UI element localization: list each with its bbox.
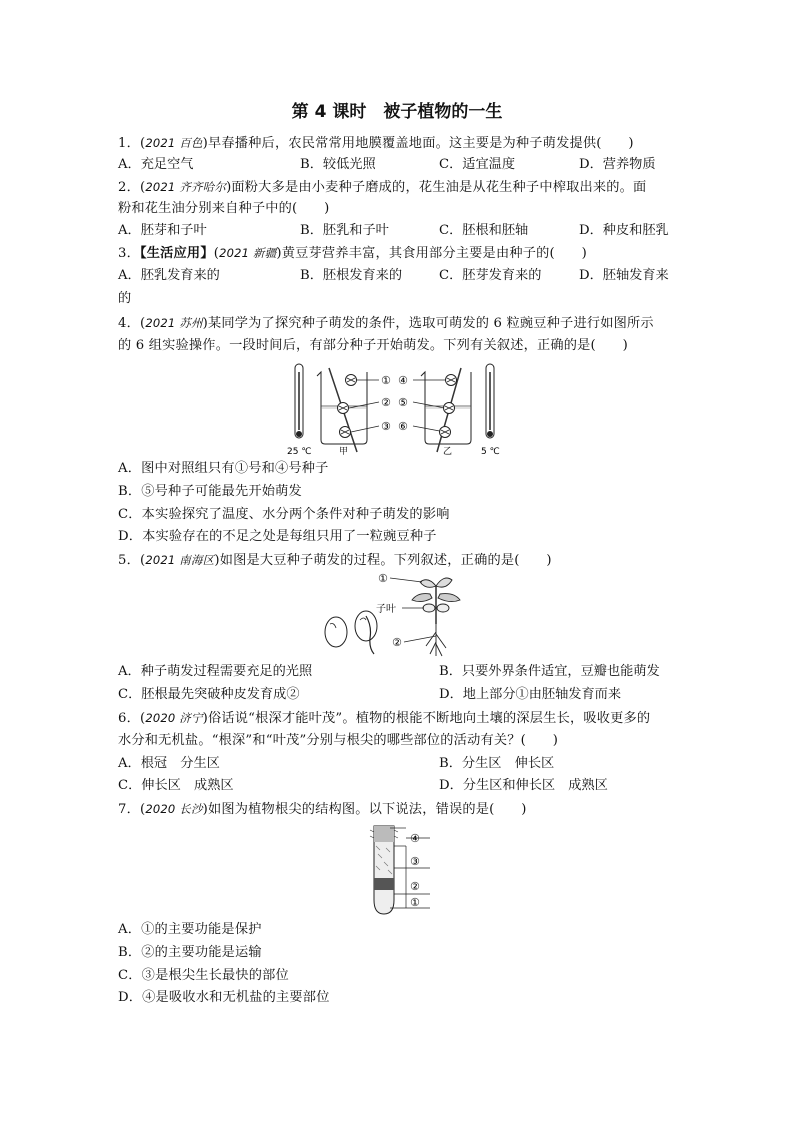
question-6-stem: 6．(2020 济宁)俗话说“根深才能叶茂”。植物的根能不断地向土壤的深层生长，吸收更多的	[118, 711, 651, 726]
option-a[interactable]: A．胚乳发育来的	[118, 268, 220, 283]
question-4-option-a[interactable]: A．图中对照组只有①号和④号种子	[118, 461, 329, 476]
germinating-seed-icon	[355, 611, 377, 654]
question-6-options-row1	[118, 754, 678, 774]
question-5-options-row1	[118, 662, 678, 682]
question-4-option-d[interactable]: D．本实验存在的不足之处是每组只用了一粒豌豆种子	[118, 529, 437, 544]
question-4-stem: 4．(2021 苏州)某同学为了探究种子萌发的条件，选取可萌发的 6 粒豌豆种子进行如图所示	[118, 316, 654, 331]
beaker-yi-label: 乙	[443, 447, 453, 457]
question-4-option-b[interactable]: B．⑤号种子可能最先开始萌发	[118, 484, 302, 499]
label-1: ①	[381, 374, 391, 387]
beaker-yi-icon	[421, 368, 471, 452]
question-3-stem: 3．【生活应用】(2021 新疆)黄豆芽营养丰富，其食用部分主要是由种子的( )	[118, 246, 587, 261]
question-5-stem: 5．(2021 南海区)如图是大豆种子萌发的过程。下列叙述，正确的是( )	[118, 553, 552, 568]
question-7-option-c[interactable]: C．③是根尖生长最快的部位	[118, 968, 289, 983]
temp-right-label: 5 ℃	[481, 447, 500, 457]
question-1-options	[118, 155, 678, 175]
root-tip-figure	[368, 822, 436, 918]
label-1: ①	[378, 572, 388, 585]
question-4-option-c[interactable]: C．本实验探究了温度、水分两个条件对种子萌发的影响	[118, 507, 450, 522]
question-7-stem: 7．(2020 长沙)如图为植物根尖的结构图。以下说法，错误的是( )	[118, 802, 527, 817]
question-2-options	[118, 221, 678, 241]
option-c[interactable]: C．胚根和胚轴	[439, 223, 529, 238]
option-d[interactable]: D．营养物质	[579, 157, 656, 172]
question-4-stem-line2: 的 6 组实验操作。一段时间后，有部分种子开始萌发。下列有关叙述，正确的是( )	[118, 338, 629, 353]
option-c[interactable]: C．胚根最先突破种皮发育成②	[118, 687, 300, 702]
root-tip-icon	[370, 826, 398, 914]
question-5-options-row2	[118, 685, 678, 705]
option-b[interactable]: B．分生区 伸长区	[439, 756, 555, 771]
question-7-option-d[interactable]: D．④是吸收水和无机盐的主要部位	[118, 990, 330, 1005]
label-4: ④	[410, 832, 420, 845]
label-1: ①	[410, 896, 420, 909]
label-5: ⑤	[398, 396, 408, 409]
germination-experiment-figure	[285, 360, 510, 458]
question-6-options-row2	[118, 776, 678, 796]
option-a[interactable]: A．充足空气	[118, 157, 194, 172]
label-6: ⑥	[398, 420, 408, 433]
option-d[interactable]: D．种皮和胚乳	[579, 223, 669, 238]
label-3: ③	[410, 855, 420, 868]
option-c[interactable]: C．胚芽发育来的	[439, 268, 542, 283]
label-2: ②	[381, 396, 391, 409]
option-b[interactable]: B．胚根发育来的	[300, 268, 403, 283]
option-b[interactable]: B．较低光照	[300, 157, 376, 172]
option-a[interactable]: A．胚芽和子叶	[118, 223, 207, 238]
label-2: ②	[392, 636, 402, 649]
option-b[interactable]: B．只要外界条件适宜，豆瓣也能萌发	[439, 664, 660, 679]
option-d[interactable]: D．胚轴发育来	[579, 268, 669, 283]
question-7-option-b[interactable]: B．②的主要功能是运输	[118, 945, 262, 960]
option-c[interactable]: C．伸长区 成熟区	[118, 778, 234, 793]
thermometer-right-icon	[486, 364, 494, 438]
page-title: 第 4 课时 被子植物的一生	[291, 102, 503, 122]
question-3-options	[118, 266, 678, 286]
soybean-germination-figure	[320, 572, 500, 658]
question-2-stem-line2: 粉和花生油分别来自种子中的( )	[118, 201, 330, 216]
question-2-stem: 2．(2021 齐齐哈尔)面粉大多是由小麦种子磨成的，花生油是从花生种子中榨取出来的。面	[118, 180, 647, 195]
soybean-seed-icon	[325, 617, 347, 647]
label-3: ③	[381, 420, 391, 433]
option-a[interactable]: A．种子萌发过程需要充足的光照	[118, 664, 313, 679]
label-2: ②	[410, 880, 420, 893]
option-d[interactable]: D．地上部分①由胚轴发育而来	[439, 687, 622, 702]
label-4: ④	[398, 374, 408, 387]
thermometer-left-icon	[295, 364, 303, 438]
beaker-jia-label: 甲	[339, 447, 349, 457]
question-6-stem-line2: 水分和无机盐。“根深”和“叶茂”分别与根尖的哪些部位的活动有关？( )	[118, 733, 559, 748]
option-d[interactable]: D．分生区和伸长区 成熟区	[439, 778, 608, 793]
question-3-option-d-tail: 的	[118, 291, 132, 306]
option-a[interactable]: A．根冠 分生区	[118, 756, 220, 771]
label-ziye: 子叶	[376, 604, 396, 615]
seedling-icon	[412, 578, 460, 656]
beaker-jia-icon	[317, 368, 367, 452]
temp-left-label: 25 ℃	[287, 447, 312, 457]
option-c[interactable]: C．适宜温度	[439, 157, 516, 172]
question-1-stem: 1．(2021 百色)早春播种后，农民常常用地膜覆盖地面。这主要是为种子萌发提供( )	[118, 136, 634, 151]
option-b[interactable]: B．胚乳和子叶	[300, 223, 389, 238]
question-7-option-a[interactable]: A．①的主要功能是保护	[118, 922, 262, 937]
